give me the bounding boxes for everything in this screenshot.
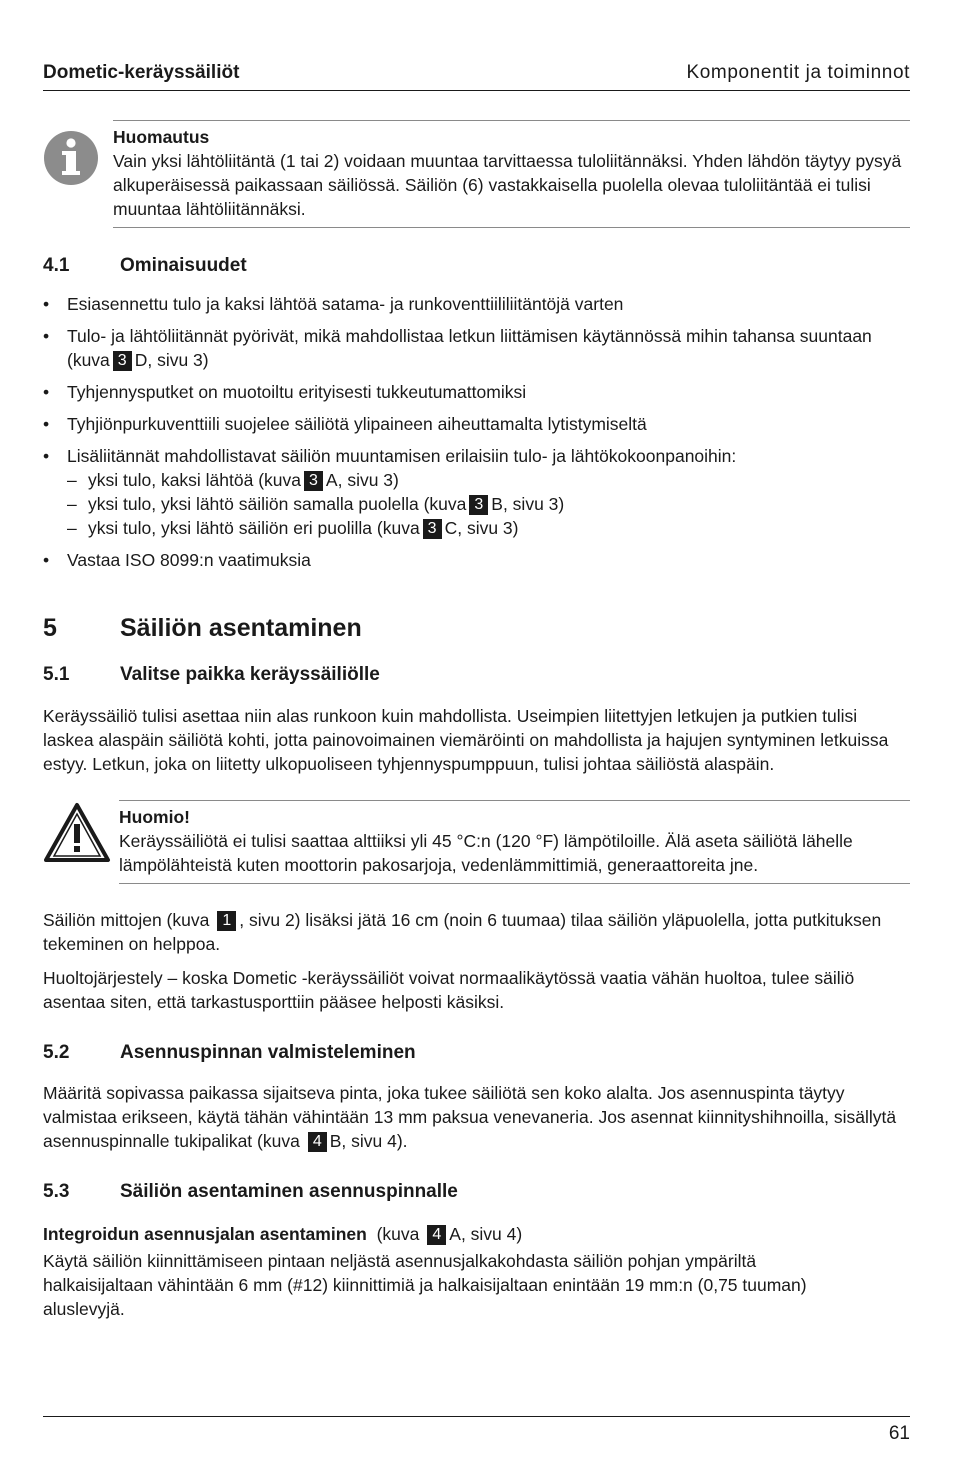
list-item: • Tyhjennysputket on muotoiltu erityisesti tukkeutumattomiksi: [43, 382, 527, 402]
list-item: • Vastaa ISO 8099:n vaatimuksia: [43, 550, 311, 570]
note-title: Huomautus: [113, 127, 210, 147]
figure-badge: 4: [308, 1132, 327, 1152]
section-title: Valitse paikka keräyssäiliölle: [120, 664, 380, 685]
paragraph: Käytä säiliön kiinnittämiseen pintaan neljästä asennusjalkakohdasta säiliön pohjan ympäriltä halkaisijaltaan vähintään 6 mm (#12) kiinnittimiä ja halkaisijaltaan enintään 19 mm:n (0,75 tuuman) aluslevyjä.: [43, 1251, 807, 1319]
info-icon: [43, 130, 99, 191]
paragraph: Keräyssäiliö tulisi asettaa niin alas runkoon kuin mahdollista. Useimpien liitettyjen letkujen ja putkien tulisi laskea alaspäin säiliötä kohti, jotta painovoimainen viemäröinti on mahdollista ja hajujen syntyminen letkuissa estyy. Letkun, joka on liitetty ulkopuoliseen tyhjennyspumppuun, tulisi johtaa säiliöstä alaspäin.: [43, 706, 889, 774]
figure-badge: 3: [304, 471, 323, 491]
feature-list: [43, 292, 910, 580]
note-block: [43, 120, 910, 228]
list-item: • Esiasennettu tulo ja kaksi lähtöä satama- ja runkoventtiililiitäntöjä varten: [43, 294, 624, 314]
warning-icon: [43, 802, 111, 869]
paragraph: Määritä sopivassa paikassa sijaitseva pinta, joka tukee säiliötä sen koko alalta. Jos asennuspinta täytyy valmistaa erikseen, käytä tähän vähintään 13 mm paksua venevaneria. Jos asennat kiinnityshihnoilla, sisällytä asennuspinnalle tukipalikat (kuva 4 B, sivu 4).: [43, 1083, 897, 1151]
section-title: Asennuspinnan valmisteleminen: [120, 1042, 416, 1063]
section-heading-4-1: [43, 255, 247, 277]
subheading: Integroidun asennusjalan asentaminen (kuva 4 A, sivu 4): [43, 1224, 523, 1244]
figure-badge: 3: [469, 495, 488, 515]
sub-list-item: – yksi tulo, yksi lähtö säiliön eri puolilla (kuva 3 C, sivu 3): [67, 518, 519, 538]
warning-block: [43, 800, 910, 884]
figure-badge: 3: [113, 351, 132, 371]
paragraph: Säiliön mittojen (kuva 1 , sivu 2) lisäksi jätä 16 cm (noin 6 tuumaa) tilaa säiliön yläpuolella, jotta putkituksen tekeminen on helppoa.: [43, 910, 882, 954]
note-box: [113, 120, 910, 228]
section-number: 5.2: [43, 1042, 70, 1063]
page-number: 61: [888, 1423, 910, 1444]
header-title: Dometic-keräyssäiliöt: [43, 62, 240, 83]
figure-badge: 3: [423, 519, 442, 539]
warning-title: Huomio!: [119, 807, 190, 827]
paragraph: Huoltojärjestely – koska Dometic -keräyssäiliöt voivat normaalikäytössä vaatia vähän huoltoa, tulee säiliö asentaa siten, että tarkastusporttiin pääsee helposti käsiksi.: [43, 968, 855, 1012]
footer-divider: [43, 1416, 910, 1417]
section-heading-5-2: [43, 1042, 416, 1064]
section-number: 5.3: [43, 1181, 70, 1202]
page-header: [43, 60, 910, 91]
sub-list-item: – yksi tulo, yksi lähtö säiliön samalla puolella (kuva 3 B, sivu 3): [67, 494, 565, 514]
list-item: • Lisäliitännät mahdollistavat säiliön muuntamisen erilaisiin tulo- ja lähtökokoonpanoihin: – yksi tulo, kaksi lähtöä (kuva 3 A, sivu 3) – yksi tulo, yksi lähtö säiliön samalla puolella (kuva 3 B, sivu 3) – yksi tulo, yksi lähtö säiliön eri puolilla (kuva 3 C, sivu 3): [43, 444, 910, 540]
section-number: 4.1: [43, 255, 70, 276]
section-number: 5.1: [43, 664, 70, 685]
figure-badge: 4: [427, 1225, 446, 1245]
list-item: • Tyhjiönpurkuventtiili suojelee säiliötä ylipaineen aiheuttamalta lytistymiseltä: [43, 414, 647, 434]
sub-list-item: – yksi tulo, kaksi lähtöä (kuva 3 A, sivu 3): [67, 470, 399, 490]
warning-text: Keräyssäiliötä ei tulisi saattaa alttiiksi yli 45 °C:n (120 °F) lämpötiloille. Älä aseta säiliötä lähelle lämpölähteistä kuten moottorin pakosarjoja, vedenlämmittimiä, generaattoreita jne.: [119, 831, 853, 875]
chapter-title: Säiliön asentaminen: [120, 614, 362, 642]
list-item: • Tulo- ja lähtöliitännät pyörivät, mikä mahdollistaa letkun liittämisen käytännössä mihin tahansa suuntaan (kuva 3 D, sivu 3): [43, 326, 872, 370]
section-title: Säiliön asentaminen asennuspinnalle: [120, 1181, 458, 1202]
section-heading-5-1: [43, 664, 380, 686]
warning-box: [119, 800, 910, 884]
section-title: Ominaisuudet: [120, 255, 247, 276]
chapter-heading-5: [43, 614, 362, 643]
chapter-number: 5: [43, 614, 57, 642]
figure-badge: 1: [217, 911, 236, 931]
note-text: Vain yksi lähtöliitäntä (1 tai 2) voidaan muuntaa tarvittaessa tuloliitännäksi. Yhden lähdön täytyy pysyä alkuperäisessä paikassaan säiliössä. Säiliön (6) vastakkaisella puolella olevaa tuloliitäntää ei tulisi muuntaa lähtöliitännäksi.: [113, 151, 902, 219]
header-section: Komponentit ja toiminnot: [686, 62, 910, 83]
section-heading-5-3: [43, 1181, 458, 1203]
